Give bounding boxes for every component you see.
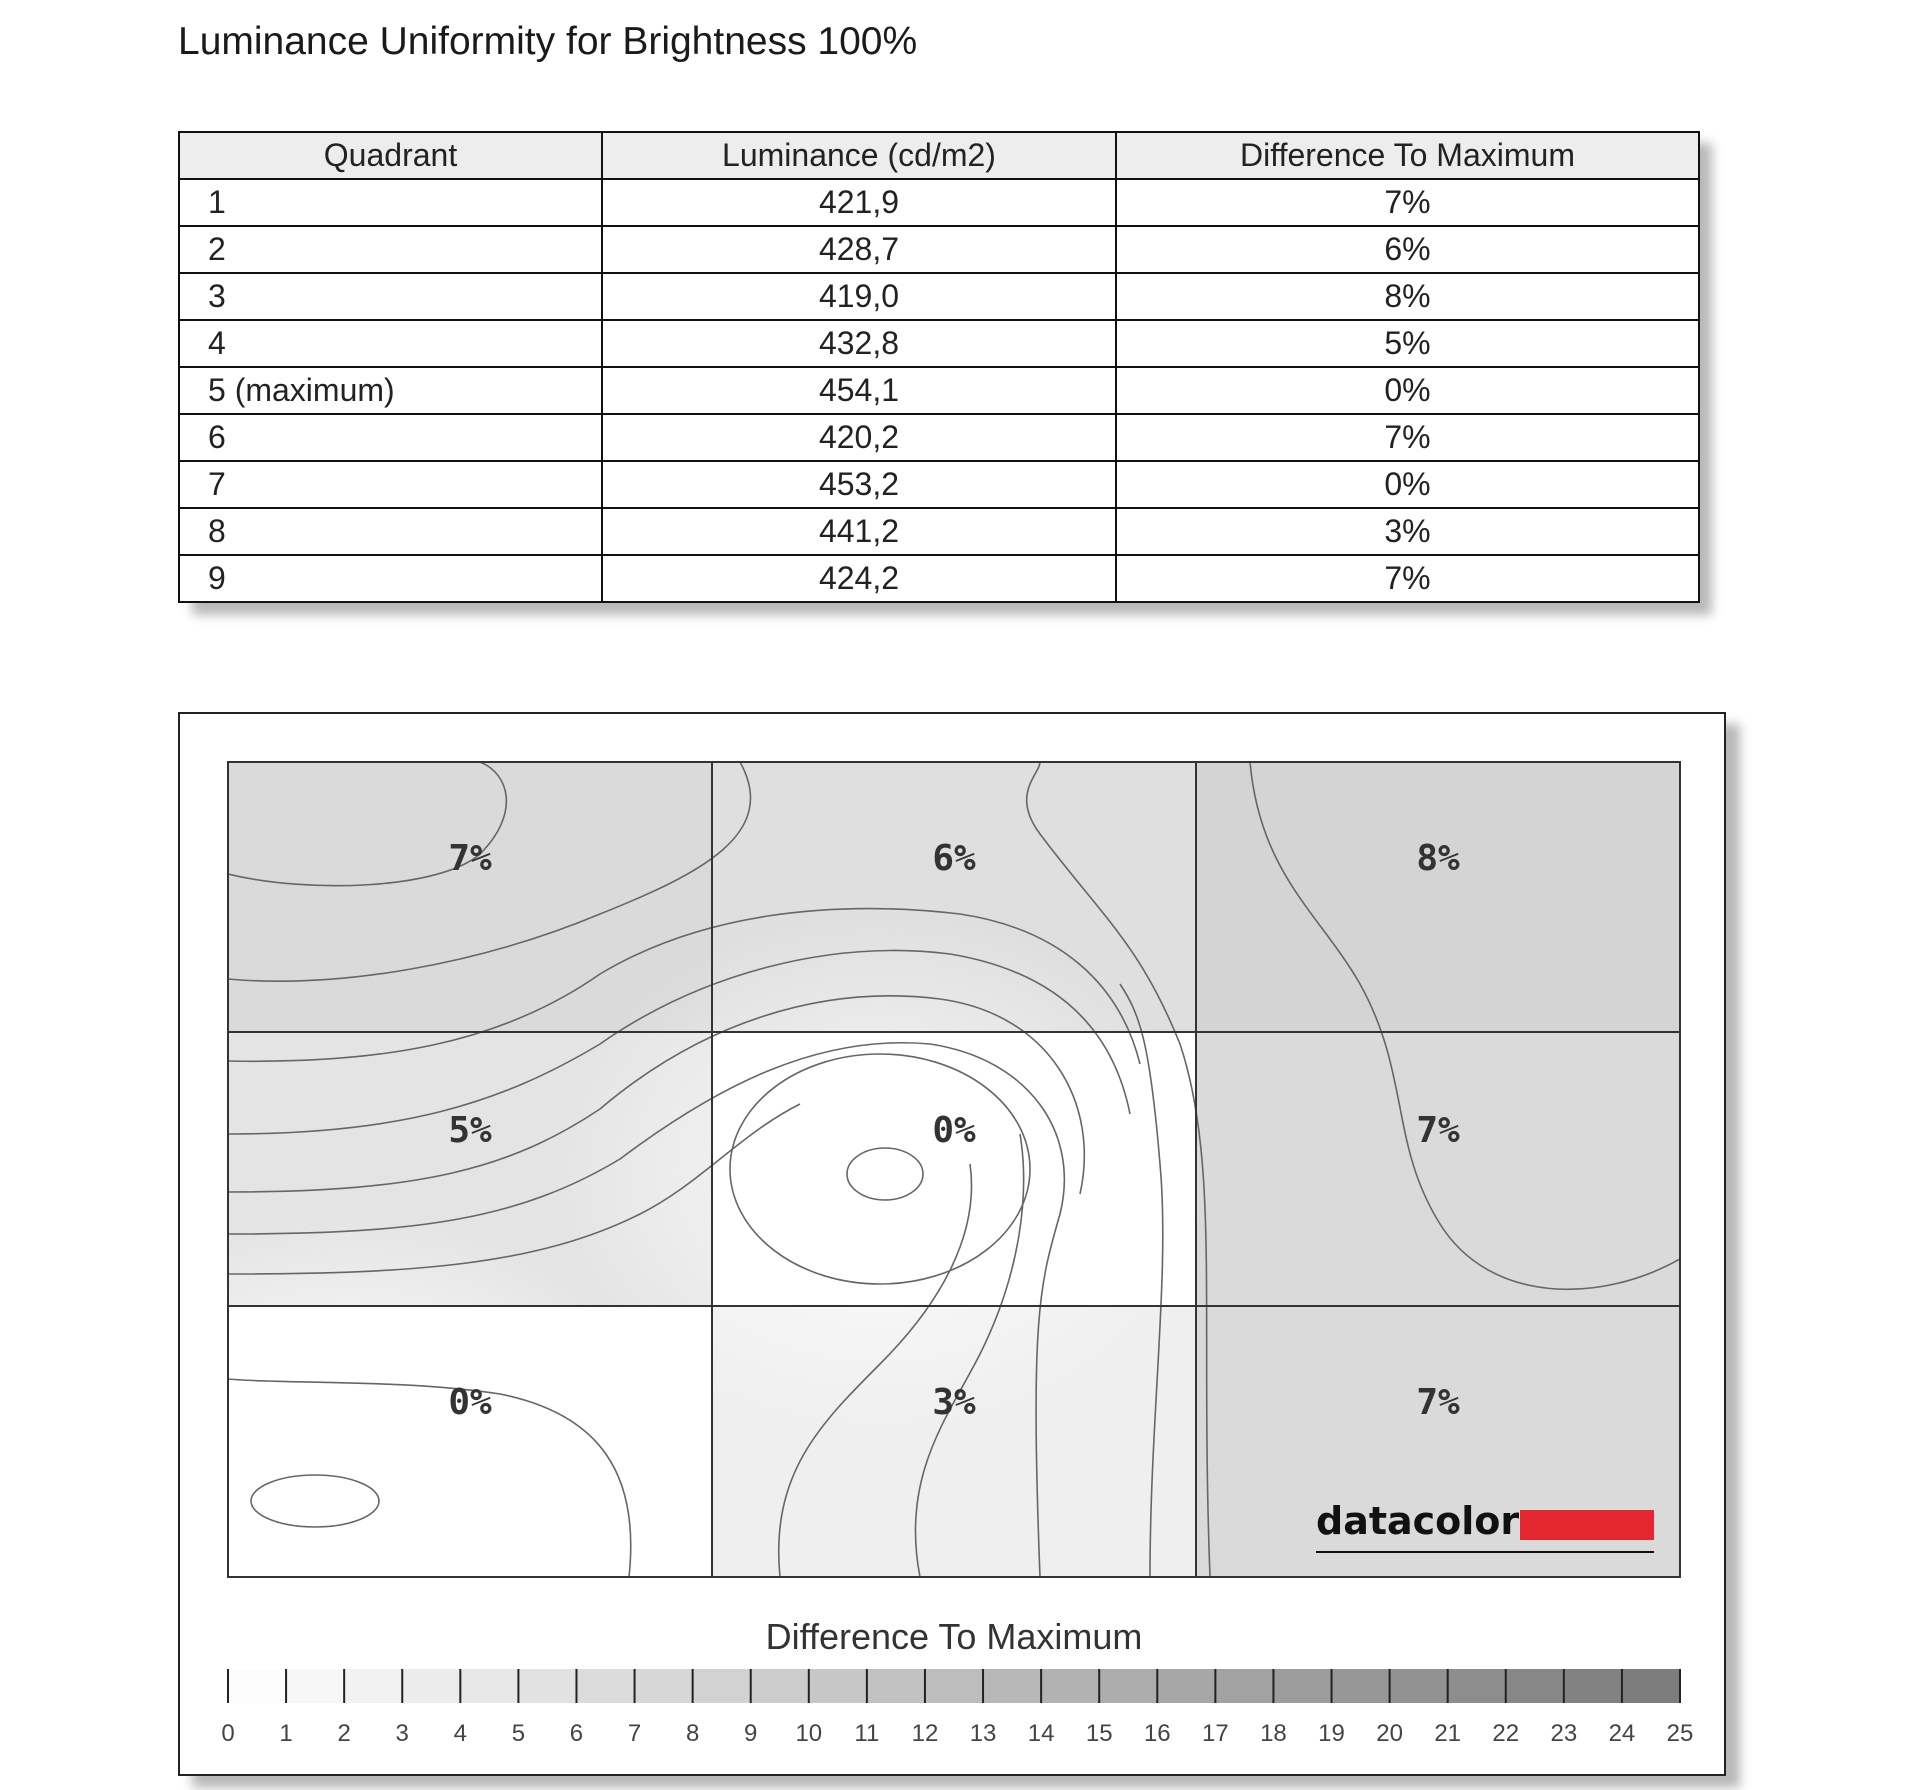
- colorbar-tick-label: 12: [911, 1720, 939, 1747]
- colorbar-segment: [1448, 1669, 1507, 1703]
- heatmap-cell: [1196, 762, 1680, 1032]
- luminance-cell: 420,2: [602, 414, 1116, 461]
- table-row: [179, 273, 1699, 320]
- colorbar-segment: [1099, 1669, 1158, 1703]
- colorbar-tick-label: 22: [1492, 1720, 1520, 1747]
- table-row: [179, 367, 1699, 414]
- luminance-table: [178, 131, 1700, 603]
- cell-value-label: 0%: [932, 1110, 976, 1151]
- colorbar-tick-label: 17: [1202, 1720, 1229, 1747]
- uniformity-chart-panel: [178, 712, 1726, 1776]
- hotspot-glow: [550, 914, 1210, 1434]
- column-header-difference: Difference To Maximum: [1116, 132, 1699, 179]
- colorbar-segment: [518, 1669, 577, 1703]
- colorbar-segment: [460, 1669, 519, 1703]
- colorbar-segment: [344, 1669, 403, 1703]
- colorbar-tick-label: 0: [221, 1720, 235, 1747]
- datacolor-logo-bar: [1520, 1510, 1654, 1540]
- cell-value-label: 0%: [448, 1382, 492, 1423]
- quadrant-cell: 4: [179, 320, 602, 367]
- table-row: [179, 179, 1699, 226]
- quadrant-cell: 9: [179, 555, 602, 602]
- colorbar-title: Difference To Maximum: [765, 1616, 1143, 1657]
- colorbar-segment: [751, 1669, 810, 1703]
- colorbar-segment: [1273, 1669, 1332, 1703]
- colorbar-tick-label: 23: [1550, 1720, 1578, 1747]
- difference-cell: 6%: [1116, 226, 1699, 273]
- colorbar-segment: [983, 1669, 1042, 1703]
- colorbar-tick-label: 21: [1434, 1720, 1462, 1747]
- cell-value-label: 5%: [448, 1110, 492, 1151]
- colorbar-tick-label: 24: [1608, 1720, 1636, 1747]
- colorbar-tick-label: 11: [854, 1720, 880, 1747]
- luminance-cell: 421,9: [602, 179, 1116, 226]
- uniformity-heatmap-svg: [180, 714, 1724, 1774]
- colorbar-segment: [1506, 1669, 1565, 1703]
- colorbar-tick-label: 20: [1376, 1720, 1403, 1747]
- cell-value-label: 7%: [1416, 1382, 1460, 1423]
- colorbar-tick-label: 14: [1027, 1720, 1055, 1747]
- colorbar-segment: [228, 1669, 287, 1703]
- colorbar-tick-label: 13: [969, 1720, 997, 1747]
- colorbar-segment: [1564, 1669, 1623, 1703]
- colorbar-tick-label: 4: [453, 1720, 467, 1747]
- colorbar-tick-label: 5: [511, 1720, 526, 1747]
- colorbar-segment: [693, 1669, 752, 1703]
- difference-cell: 8%: [1116, 273, 1699, 320]
- colorbar-segment: [1157, 1669, 1216, 1703]
- quadrant-cell: 7: [179, 461, 602, 508]
- table-header-row: [179, 132, 1699, 179]
- quadrant-cell: 6: [179, 414, 602, 461]
- colorbar-segment: [1215, 1669, 1274, 1703]
- difference-cell: 7%: [1116, 555, 1699, 602]
- table-row: [179, 414, 1699, 461]
- difference-cell: 5%: [1116, 320, 1699, 367]
- page-title: Luminance Uniformity for Brightness 100%: [178, 20, 918, 63]
- difference-cell: 3%: [1116, 508, 1699, 555]
- table-row: [179, 555, 1699, 602]
- cell-value-label: 7%: [448, 838, 492, 879]
- colorbar-segment: [1332, 1669, 1391, 1703]
- colorbar-tick-label: 25: [1666, 1720, 1694, 1747]
- colorbar-segment: [402, 1669, 461, 1703]
- quadrant-cell: 5 (maximum): [179, 367, 602, 414]
- colorbar-segment: [286, 1669, 345, 1703]
- difference-cell: 0%: [1116, 461, 1699, 508]
- colorbar-tick-label: 6: [569, 1720, 584, 1747]
- colorbar-segment: [925, 1669, 984, 1703]
- datacolor-logo-text: datacolor: [1316, 1499, 1520, 1543]
- colorbar-tick-label: 3: [395, 1720, 409, 1747]
- cell-value-label: 7%: [1416, 1110, 1460, 1151]
- heatmap-cell: [1196, 1032, 1680, 1306]
- table-row: [179, 508, 1699, 555]
- table-row: [179, 461, 1699, 508]
- quadrant-cell: 1: [179, 179, 602, 226]
- column-header-luminance: Luminance (cd/m2): [602, 132, 1116, 179]
- colorbar-segment: [635, 1669, 694, 1703]
- quadrant-cell: 3: [179, 273, 602, 320]
- luminance-cell: 432,8: [602, 320, 1116, 367]
- colorbar-segment: [1390, 1669, 1449, 1703]
- colorbar-tick-label: 10: [795, 1720, 823, 1747]
- colorbar-tick-label: 8: [685, 1720, 700, 1747]
- colorbar-tick-label: 9: [744, 1720, 758, 1747]
- luminance-cell: 441,2: [602, 508, 1116, 555]
- colorbar-segment: [867, 1669, 926, 1703]
- cell-value-label: 6%: [932, 838, 976, 879]
- colorbar-tick-label: 18: [1260, 1720, 1287, 1747]
- colorbar-tick-label: 7: [627, 1720, 642, 1747]
- quadrant-cell: 8: [179, 508, 602, 555]
- table-row: [179, 320, 1699, 367]
- colorbar-tick-label: 16: [1143, 1720, 1171, 1747]
- table-row: [179, 226, 1699, 273]
- luminance-cell: 428,7: [602, 226, 1116, 273]
- colorbar-segment: [576, 1669, 635, 1703]
- colorbar-segment: [809, 1669, 868, 1703]
- luminance-cell: 454,1: [602, 367, 1116, 414]
- column-header-quadrant: Quadrant: [179, 132, 602, 179]
- cell-value-label: 8%: [1416, 838, 1460, 879]
- colorbar-segment: [1041, 1669, 1100, 1703]
- luminance-table-container: [178, 131, 1698, 603]
- cell-value-label: 3%: [932, 1382, 976, 1423]
- colorbar: [221, 1669, 1693, 1747]
- difference-cell: 7%: [1116, 414, 1699, 461]
- colorbar-segment: [1622, 1669, 1681, 1703]
- luminance-cell: 419,0: [602, 273, 1116, 320]
- colorbar-tick-label: 1: [279, 1720, 293, 1747]
- quadrant-cell: 2: [179, 226, 602, 273]
- colorbar-tick-label: 19: [1318, 1720, 1345, 1747]
- luminance-cell: 453,2: [602, 461, 1116, 508]
- difference-cell: 0%: [1116, 367, 1699, 414]
- colorbar-tick-label: 15: [1085, 1720, 1113, 1747]
- colorbar-tick-label: 2: [337, 1720, 351, 1747]
- difference-cell: 7%: [1116, 179, 1699, 226]
- luminance-cell: 424,2: [602, 555, 1116, 602]
